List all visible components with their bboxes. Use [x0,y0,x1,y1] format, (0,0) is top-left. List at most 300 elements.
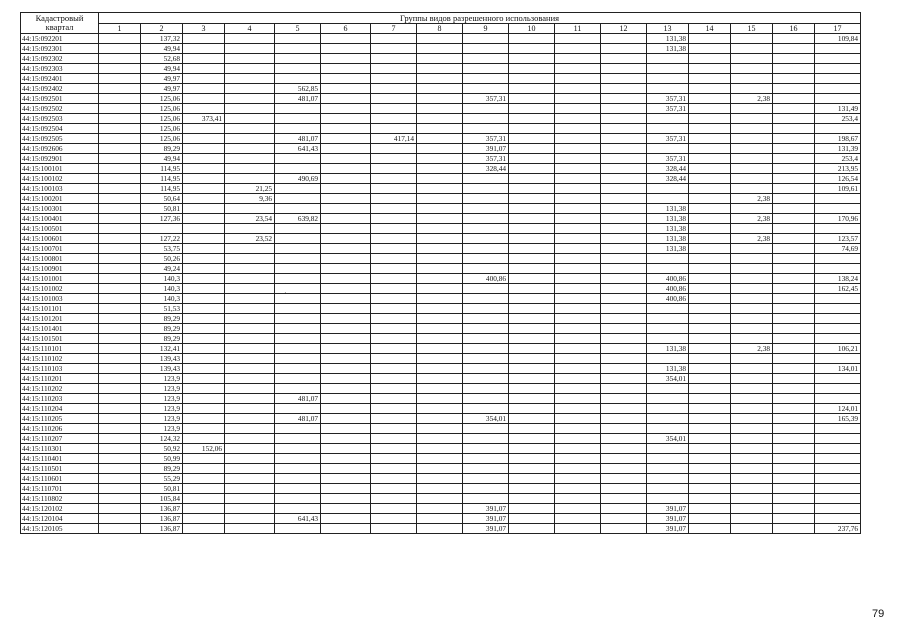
table-row [21,104,861,114]
value-cell-col-7 [371,444,417,454]
value-cell-col-5 [275,154,321,164]
value-cell-col-13: 357,31 [647,94,689,104]
column-number-15: 15 [731,24,773,34]
value-cell-col-2: 140,3 [141,274,183,284]
value-cell-col-7 [371,164,417,174]
value-cell-col-5 [275,54,321,64]
value-cell-col-5 [275,104,321,114]
value-cell-col-10 [509,204,555,214]
value-cell-col-12 [601,384,647,394]
value-cell-col-16 [773,324,815,334]
value-cell-col-16 [773,164,815,174]
value-cell-col-3 [183,404,225,414]
value-cell-col-12 [601,334,647,344]
value-cell-col-5 [275,384,321,394]
cadastral-quarter-cell: 44:15:092502 [21,104,99,114]
value-cell-col-10 [509,264,555,274]
value-cell-col-12 [601,244,647,254]
value-cell-col-11 [555,324,601,334]
value-cell-col-1 [99,54,141,64]
value-cell-col-12 [601,194,647,204]
value-cell-col-12 [601,494,647,504]
cadastral-quarter-cell: 44:15:101003 [21,294,99,304]
value-cell-col-6 [321,474,371,484]
value-cell-col-4 [225,354,275,364]
value-cell-col-14 [689,514,731,524]
value-cell-col-9 [463,394,509,404]
value-cell-col-13: 400,86 [647,284,689,294]
value-cell-col-10 [509,144,555,154]
value-cell-col-4 [225,204,275,214]
cadastral-quarter-cell: 44:15:092504 [21,124,99,134]
value-cell-col-6 [321,414,371,424]
value-cell-col-14 [689,144,731,154]
value-cell-col-13 [647,304,689,314]
value-cell-col-16 [773,374,815,384]
value-cell-col-9 [463,364,509,374]
value-cell-col-13 [647,384,689,394]
value-cell-col-4 [225,114,275,124]
cadastral-quarter-cell: 44:15:101002 [21,284,99,294]
cadastral-quarter-cell: 44:15:110601 [21,474,99,484]
value-cell-col-16 [773,194,815,204]
value-cell-col-14 [689,364,731,374]
value-cell-col-9: 400,86 [463,274,509,284]
value-cell-col-3: 152,06 [183,444,225,454]
value-cell-col-9 [463,204,509,214]
value-cell-col-4 [225,514,275,524]
value-cell-col-14 [689,64,731,74]
value-cell-col-11 [555,84,601,94]
value-cell-col-14 [689,274,731,284]
value-cell-col-3 [183,34,225,44]
value-cell-col-5 [275,474,321,484]
value-cell-col-12 [601,314,647,324]
value-cell-col-12 [601,344,647,354]
value-cell-col-15 [731,394,773,404]
value-cell-col-1 [99,174,141,184]
value-cell-col-3 [183,194,225,204]
value-cell-col-3 [183,204,225,214]
value-cell-col-7 [371,204,417,214]
value-cell-col-2: 105,84 [141,494,183,504]
value-cell-col-16 [773,94,815,104]
value-cell-col-5: 641,43 [275,514,321,524]
cadastral-quarter-cell: 44:15:100601 [21,234,99,244]
table-row [21,494,861,504]
value-cell-col-12 [601,144,647,154]
value-cell-col-14 [689,204,731,214]
value-cell-col-5 [275,274,321,284]
value-cell-col-16 [773,154,815,164]
value-cell-col-1 [99,384,141,394]
value-cell-col-7 [371,94,417,104]
value-cell-col-12 [601,124,647,134]
value-cell-col-17 [815,444,861,454]
value-cell-col-9 [463,384,509,394]
value-cell-col-17: 170,96 [815,214,861,224]
value-cell-col-4 [225,124,275,134]
value-cell-col-10 [509,434,555,444]
value-cell-col-16 [773,384,815,394]
value-cell-col-2: 132,41 [141,344,183,354]
value-cell-col-8 [417,524,463,534]
value-cell-col-9 [463,444,509,454]
value-cell-col-6 [321,234,371,244]
cadastral-quarter-cell: 44:15:100901 [21,264,99,274]
value-cell-col-3 [183,374,225,384]
value-cell-col-12 [601,64,647,74]
value-cell-col-6 [321,384,371,394]
value-cell-col-6 [321,454,371,464]
value-cell-col-6 [321,464,371,474]
value-cell-col-2: 49,94 [141,44,183,54]
value-cell-col-5 [275,364,321,374]
value-cell-col-6 [321,434,371,444]
value-cell-col-9 [463,344,509,354]
value-cell-col-15 [731,444,773,454]
value-cell-col-15 [731,464,773,474]
value-cell-col-2: 140,3 [141,294,183,304]
value-cell-col-8 [417,214,463,224]
value-cell-col-1 [99,74,141,84]
value-cell-col-4 [225,504,275,514]
value-cell-col-13 [647,184,689,194]
value-cell-col-9: 391,07 [463,524,509,534]
value-cell-col-9 [463,374,509,384]
value-cell-col-3 [183,224,225,234]
value-cell-col-15 [731,314,773,324]
value-cell-col-8 [417,494,463,504]
value-cell-col-4 [225,34,275,44]
value-cell-col-14 [689,34,731,44]
value-cell-col-13 [647,334,689,344]
cadastral-quarter-cell: 44:15:092901 [21,154,99,164]
table-row [21,294,861,304]
value-cell-col-16 [773,174,815,184]
value-cell-col-10 [509,154,555,164]
value-cell-col-11 [555,54,601,64]
value-cell-col-7 [371,404,417,414]
value-cell-col-1 [99,214,141,224]
cadastral-quarter-cell: 44:15:092201 [21,34,99,44]
value-cell-col-11 [555,494,601,504]
value-cell-col-4 [225,324,275,334]
value-cell-col-13 [647,354,689,364]
value-cell-col-5 [275,184,321,194]
value-cell-col-6 [321,184,371,194]
value-cell-col-13 [647,114,689,124]
value-cell-col-5 [275,344,321,354]
value-cell-col-17: 165,39 [815,414,861,424]
value-cell-col-6 [321,374,371,384]
value-cell-col-9 [463,324,509,334]
value-cell-col-6 [321,154,371,164]
value-cell-col-3 [183,244,225,254]
value-cell-col-16 [773,34,815,44]
table-row [21,324,861,334]
value-cell-col-9 [463,304,509,314]
value-cell-col-3 [183,84,225,94]
value-cell-col-11 [555,134,601,144]
value-cell-col-8 [417,274,463,284]
value-cell-col-4 [225,74,275,84]
value-cell-col-16 [773,234,815,244]
value-cell-col-7 [371,114,417,124]
value-cell-col-1 [99,144,141,154]
value-cell-col-12 [601,134,647,144]
table-row [21,164,861,174]
table-row [21,244,861,254]
value-cell-col-9: 354,01 [463,414,509,424]
cadastral-quarter-cell: 44:15:110802 [21,494,99,504]
table-row [21,444,861,454]
cadastral-quarter-header-line1: Кадастровый [35,13,84,23]
value-cell-col-12 [601,424,647,434]
value-cell-col-9 [463,334,509,344]
value-cell-col-14 [689,434,731,444]
value-cell-col-15 [731,524,773,534]
value-cell-col-15 [731,364,773,374]
value-cell-col-3 [183,64,225,74]
value-cell-col-8 [417,374,463,384]
value-cell-col-11 [555,344,601,354]
value-cell-col-5 [275,494,321,504]
value-cell-col-13: 400,86 [647,274,689,284]
value-cell-col-15 [731,284,773,294]
value-cell-col-7 [371,464,417,474]
value-cell-col-2: 114,95 [141,174,183,184]
value-cell-col-1 [99,64,141,74]
value-cell-col-1 [99,244,141,254]
value-cell-col-7 [371,124,417,134]
value-cell-col-3 [183,214,225,224]
value-cell-col-5 [275,324,321,334]
value-cell-col-17: 198,67 [815,134,861,144]
value-cell-col-7 [371,34,417,44]
value-cell-col-2: 114,95 [141,164,183,174]
land-use-table-sheet [20,12,861,534]
value-cell-col-2: 89,29 [141,144,183,154]
value-cell-col-11 [555,354,601,364]
value-cell-col-16 [773,44,815,54]
value-cell-col-17 [815,94,861,104]
value-cell-col-16 [773,344,815,354]
value-cell-col-11 [555,254,601,264]
value-cell-col-6 [321,324,371,334]
value-cell-col-11 [555,164,601,174]
value-cell-col-14 [689,344,731,354]
value-cell-col-11 [555,204,601,214]
value-cell-col-5 [275,124,321,134]
value-cell-col-8 [417,114,463,124]
value-cell-col-6 [321,54,371,64]
value-cell-col-6 [321,34,371,44]
value-cell-col-17 [815,374,861,384]
value-cell-col-8 [417,234,463,244]
value-cell-col-1 [99,114,141,124]
value-cell-col-12 [601,304,647,314]
value-cell-col-1 [99,304,141,314]
value-cell-col-17 [815,224,861,234]
value-cell-col-1 [99,444,141,454]
value-cell-col-3 [183,264,225,274]
column-number-10: 10 [509,24,555,34]
value-cell-col-17: 131,49 [815,104,861,114]
value-cell-col-3 [183,524,225,534]
value-cell-col-14 [689,234,731,244]
value-cell-col-6 [321,254,371,264]
value-cell-col-14 [689,214,731,224]
value-cell-col-1 [99,324,141,334]
value-cell-col-7 [371,44,417,54]
value-cell-col-14 [689,314,731,324]
value-cell-col-11 [555,124,601,134]
value-cell-col-7 [371,334,417,344]
value-cell-col-4 [225,414,275,424]
value-cell-col-9 [463,314,509,324]
value-cell-col-1 [99,424,141,434]
value-cell-col-1 [99,44,141,54]
value-cell-col-8 [417,94,463,104]
cadastral-quarter-cell: 44:15:110205 [21,414,99,424]
value-cell-col-15 [731,204,773,214]
column-number-5: 5 [275,24,321,34]
value-cell-col-3 [183,484,225,494]
value-cell-col-7 [371,154,417,164]
value-cell-col-6 [321,344,371,354]
value-cell-col-8 [417,144,463,154]
value-cell-col-15 [731,304,773,314]
cadastral-quarter-cell: 44:15:110401 [21,454,99,464]
value-cell-col-15 [731,34,773,44]
value-cell-col-10 [509,464,555,474]
value-cell-col-9 [463,114,509,124]
value-cell-col-16 [773,364,815,374]
value-cell-col-2: 49,94 [141,154,183,164]
value-cell-col-2: 114,95 [141,184,183,194]
value-cell-col-7 [371,394,417,404]
value-cell-col-13: 391,07 [647,514,689,524]
value-cell-col-4 [225,524,275,534]
value-cell-col-14 [689,114,731,124]
value-cell-col-14 [689,524,731,534]
value-cell-col-9 [463,64,509,74]
value-cell-col-14 [689,54,731,64]
value-cell-col-3 [183,254,225,264]
value-cell-col-14 [689,424,731,434]
value-cell-col-17 [815,434,861,444]
value-cell-col-11 [555,504,601,514]
value-cell-col-8 [417,454,463,464]
table-row [21,484,861,494]
cadastral-quarter-cell: 44:15:100201 [21,194,99,204]
value-cell-col-11 [555,244,601,254]
value-cell-col-4 [225,54,275,64]
table-row [21,304,861,314]
value-cell-col-9 [463,184,509,194]
table-row [21,364,861,374]
value-cell-col-2: 125,06 [141,124,183,134]
value-cell-col-15 [731,324,773,334]
table-row [21,64,861,74]
value-cell-col-7 [371,84,417,94]
value-cell-col-17 [815,304,861,314]
cadastral-quarter-cell: 44:15:092402 [21,84,99,94]
value-cell-col-6 [321,294,371,304]
value-cell-col-1 [99,204,141,214]
column-number-3: 3 [183,24,225,34]
value-cell-col-14 [689,134,731,144]
value-cell-col-10 [509,64,555,74]
value-cell-col-11 [555,384,601,394]
value-cell-col-11 [555,314,601,324]
value-cell-col-5 [275,264,321,274]
value-cell-col-12 [601,394,647,404]
value-cell-col-14 [689,224,731,234]
table-row [21,74,861,84]
value-cell-col-5 [275,224,321,234]
value-cell-col-7 [371,264,417,274]
value-cell-col-8 [417,424,463,434]
value-cell-col-15 [731,474,773,484]
value-cell-col-3 [183,284,225,294]
value-cell-col-11 [555,394,601,404]
value-cell-col-5 [275,294,321,304]
value-cell-col-12 [601,234,647,244]
value-cell-col-10 [509,414,555,424]
value-cell-col-1 [99,334,141,344]
value-cell-col-12 [601,504,647,514]
value-cell-col-3 [183,274,225,284]
value-cell-col-17 [815,474,861,484]
value-cell-col-3 [183,394,225,404]
value-cell-col-2: 51,53 [141,304,183,314]
value-cell-col-1 [99,224,141,234]
value-cell-col-16 [773,454,815,464]
value-cell-col-2: 50,81 [141,204,183,214]
value-cell-col-10 [509,424,555,434]
value-cell-col-16 [773,114,815,124]
table-row [21,234,861,244]
value-cell-col-10 [509,104,555,114]
value-cell-col-13 [647,424,689,434]
value-cell-col-11 [555,294,601,304]
value-cell-col-9: 328,44 [463,164,509,174]
value-cell-col-6 [321,394,371,404]
value-cell-col-13 [647,394,689,404]
value-cell-col-2: 136,87 [141,514,183,524]
value-cell-col-8 [417,164,463,174]
value-cell-col-9 [463,484,509,494]
value-cell-col-10 [509,194,555,204]
value-cell-col-7 [371,304,417,314]
value-cell-col-6 [321,514,371,524]
value-cell-col-5 [275,254,321,264]
value-cell-col-15 [731,294,773,304]
table-row [21,144,861,154]
value-cell-col-2: 50,81 [141,484,183,494]
value-cell-col-13: 131,38 [647,244,689,254]
value-cell-col-13: 328,44 [647,164,689,174]
land-use-groups-table [20,12,861,534]
value-cell-col-14 [689,334,731,344]
value-cell-col-2: 123,9 [141,384,183,394]
cadastral-quarter-cell: 44:15:110301 [21,444,99,454]
value-cell-col-9 [463,54,509,64]
value-cell-col-6 [321,164,371,174]
value-cell-col-15 [731,514,773,524]
